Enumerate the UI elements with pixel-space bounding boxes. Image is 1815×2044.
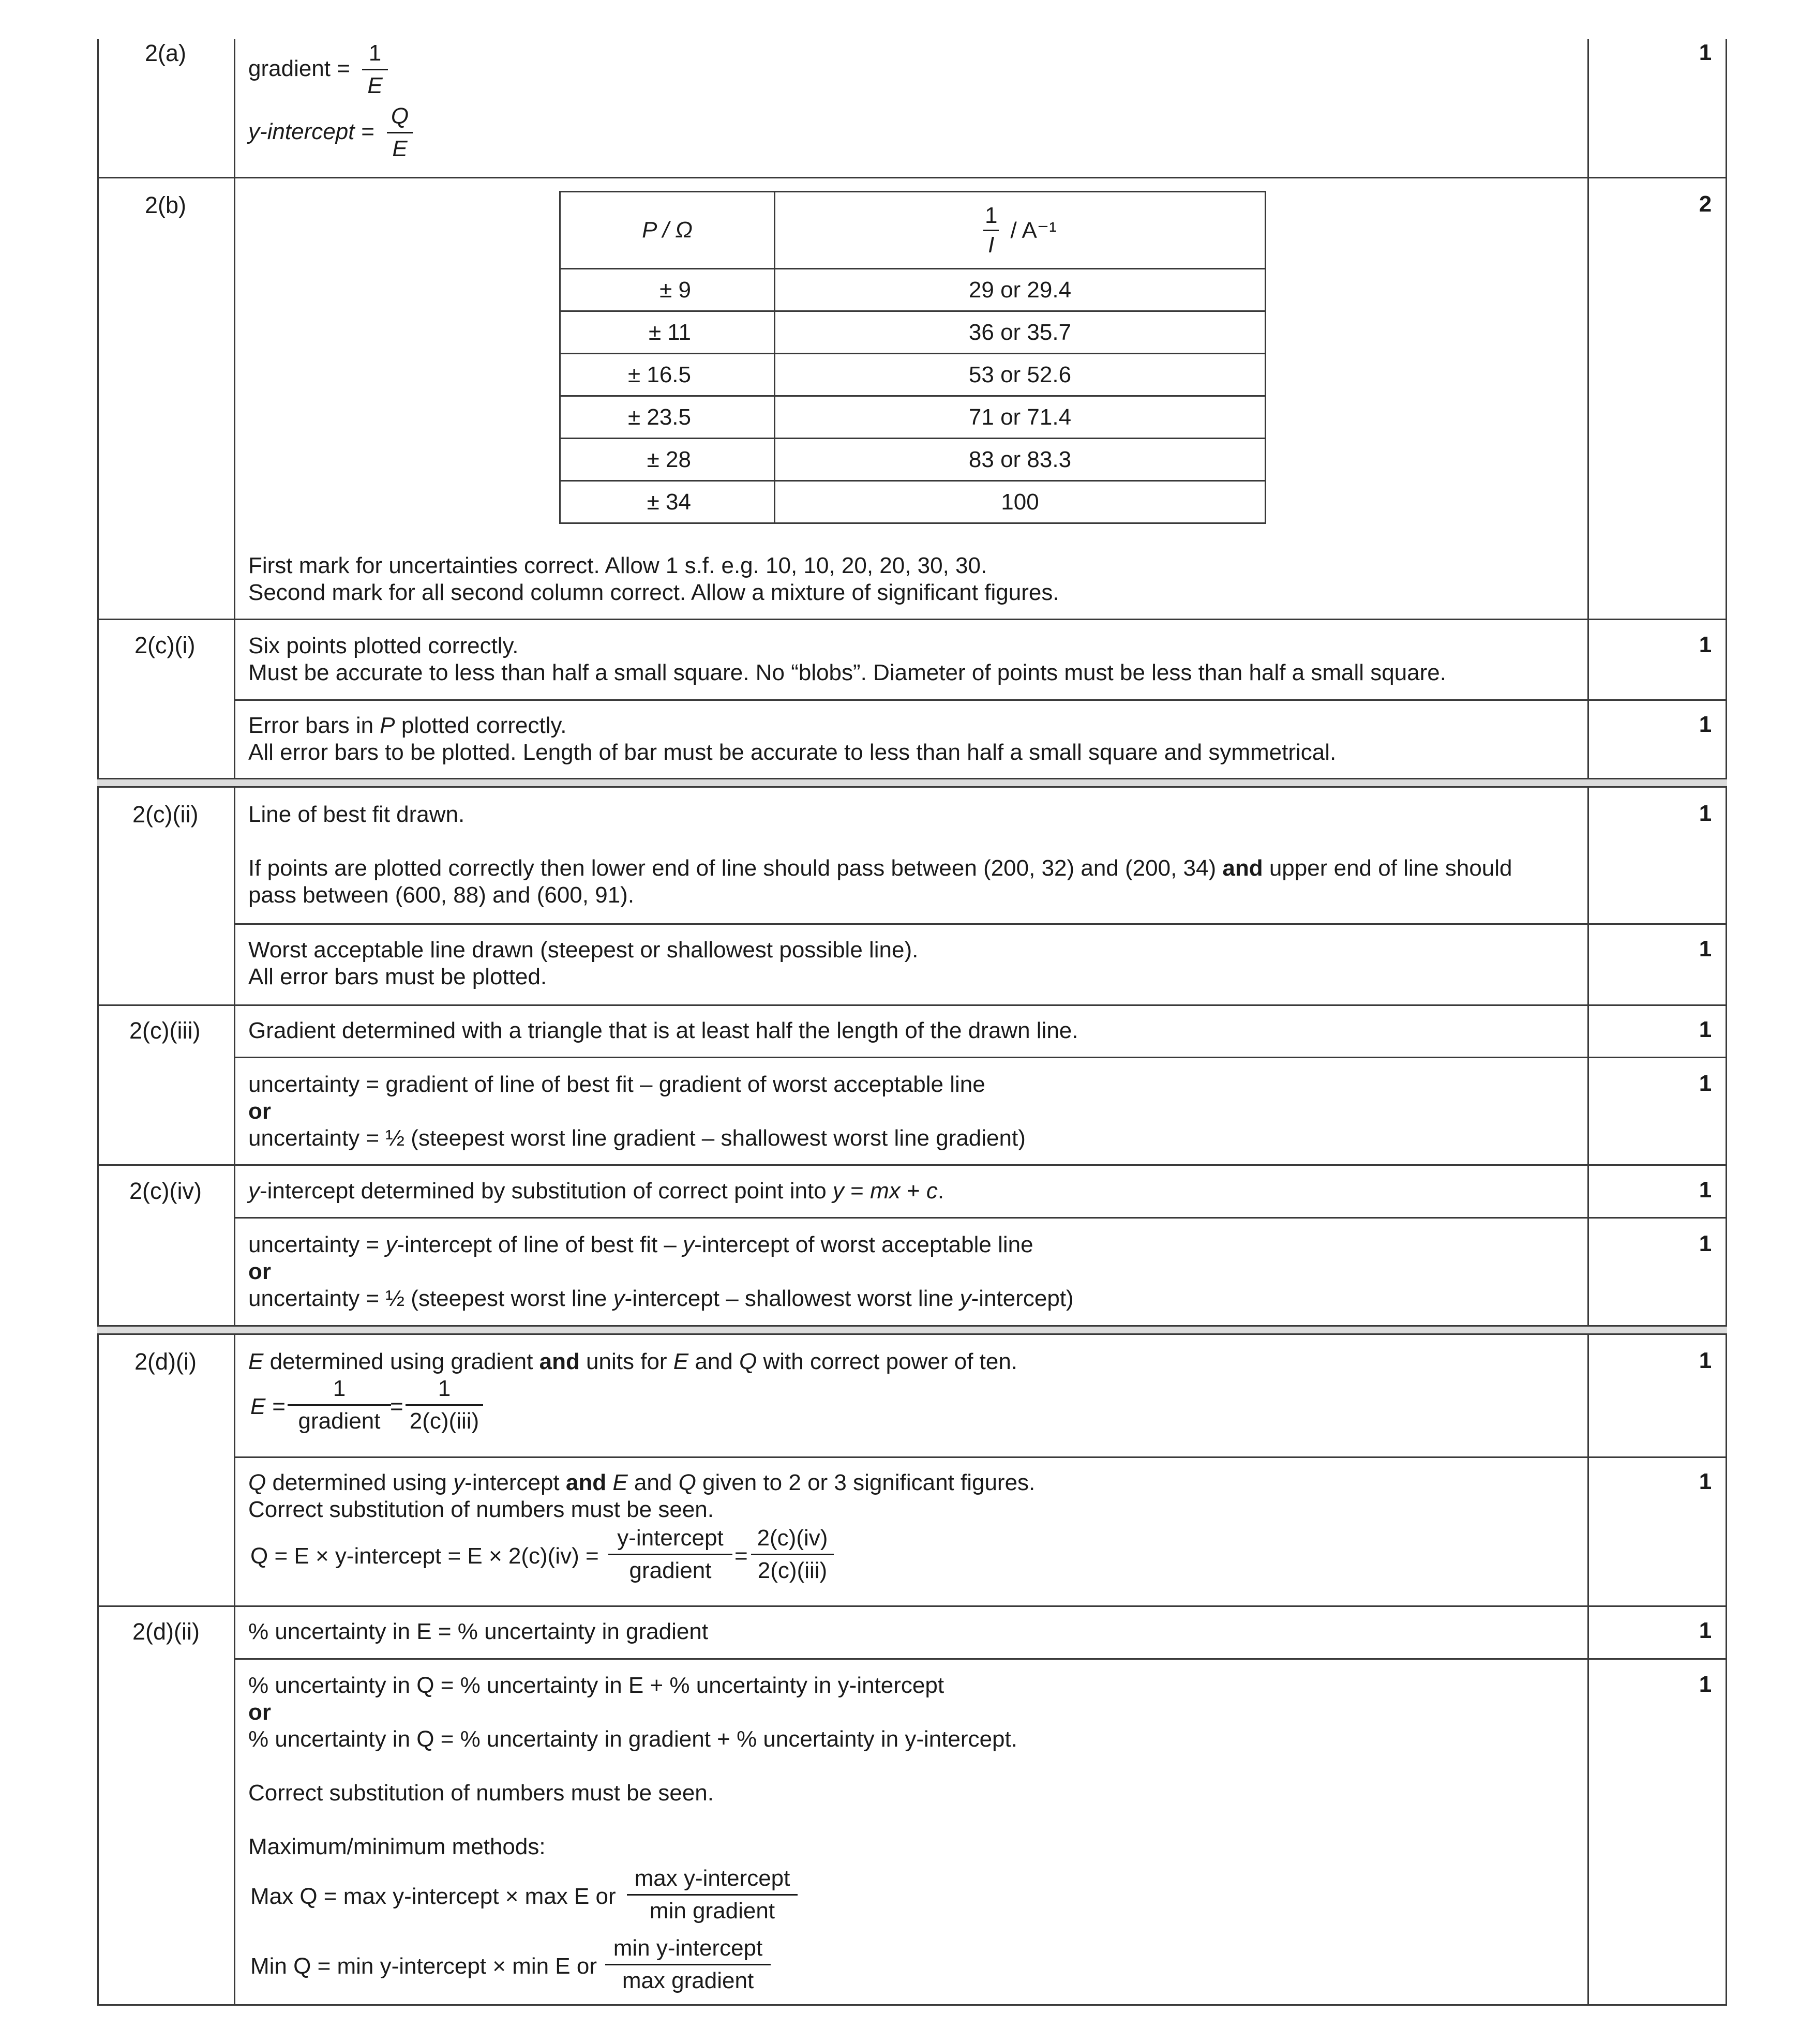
table-cell: 83 or 83.3 xyxy=(775,439,1266,481)
subrow-rule xyxy=(234,923,1727,925)
table-cell: ± 23.5 xyxy=(560,396,775,439)
marking-text: Must be accurate to less than half a small square. No “blobs”. Diameter of points must be less than half a small square. xyxy=(248,660,1446,685)
row-rule xyxy=(97,778,1727,779)
equation-lhs: E = xyxy=(250,1394,286,1419)
table-cell: ± 16.5 xyxy=(560,354,775,396)
marking-note: Second mark for all second column correct. Allow a mixture of significant figures. xyxy=(248,580,1059,605)
marking-text: % uncertainty in Q = % uncertainty in E + % uncertainty in y-intercept xyxy=(248,1673,944,1698)
mark-value: 1 xyxy=(1699,1618,1712,1643)
table-cell: ± 34 xyxy=(560,481,775,523)
fraction-numerator: Q xyxy=(391,103,409,129)
fraction-denominator: 2(c)(iii) xyxy=(757,1558,828,1583)
question-label: 2(b) xyxy=(145,192,187,218)
fraction-numerator: y-intercept xyxy=(617,1525,724,1551)
question-label: 2(c)(i) xyxy=(134,632,196,658)
table-cell: 53 or 52.6 xyxy=(775,354,1266,396)
row-rule xyxy=(97,2004,1727,2006)
intercept-fraction xyxy=(387,102,413,163)
table-cell: 100 xyxy=(775,481,1266,523)
equation-text: Min Q = min y-intercept × min E or xyxy=(250,1953,597,1979)
question-label: 2(d)(ii) xyxy=(132,1618,200,1645)
marking-text: Correct substitution of numbers must be seen. xyxy=(248,1780,714,1806)
marking-text: % uncertainty in E = % uncertainty in gradient xyxy=(248,1619,709,1644)
marking-text: All error bars to be plotted. Length of bar must be accurate to less than half a small square and symmetrical. xyxy=(248,740,1337,765)
marking-text: Error bars in P plotted correctly. xyxy=(248,713,567,738)
mark-value: 1 xyxy=(1699,1177,1712,1203)
row-rule xyxy=(97,619,1727,620)
table-border-right xyxy=(1726,39,1727,2005)
marking-text: or xyxy=(248,1259,271,1284)
row-rule xyxy=(97,1605,1727,1607)
fraction-numerator: min y-intercept xyxy=(613,1935,763,1961)
row-rule xyxy=(97,1325,1727,1327)
fraction-numerator: 1 xyxy=(368,40,382,66)
table-border-divider-1 xyxy=(234,39,235,2005)
mark-value: 1 xyxy=(1699,1017,1712,1042)
fraction-numerator: max y-intercept xyxy=(634,1866,790,1891)
table-border-divider-2 xyxy=(1587,39,1589,2005)
equation-fraction xyxy=(288,1375,391,1435)
mark-value: 1 xyxy=(1699,632,1712,657)
equation-fraction xyxy=(751,1524,834,1585)
table-header-inverse-i: $\frac{1}{I}$ / A⁻¹ xyxy=(775,192,1266,269)
mark-value: 1 xyxy=(1699,712,1712,737)
subrow-rule xyxy=(234,1456,1727,1458)
marking-text: Correct substitution of numbers must be seen. xyxy=(248,1497,714,1522)
table-cell: ± 28 xyxy=(560,439,775,481)
uncertainty-table xyxy=(559,191,1266,524)
marking-text: y-intercept determined by substitution of correct point into y = mx + c. xyxy=(248,1178,944,1204)
marking-text: Gradient determined with a triangle that is at least half the length of the drawn line. xyxy=(248,1018,1078,1043)
table-cell: ± 9 xyxy=(560,269,775,311)
marking-text: or xyxy=(248,1099,271,1124)
row-rule xyxy=(97,177,1727,178)
equation-text: Q = E × y-intercept = E × 2(c)(iv) = xyxy=(250,1543,599,1569)
row-rule xyxy=(97,1333,1727,1335)
gradient-fraction xyxy=(362,39,388,100)
mark-value: 1 xyxy=(1699,1231,1712,1256)
marking-text: Worst acceptable line drawn (steepest or shallowest possible line). xyxy=(248,937,919,963)
marking-text: Maximum/minimum methods: xyxy=(248,1834,546,1859)
fraction-denominator: E xyxy=(367,73,383,98)
fraction-numerator: 2(c)(iv) xyxy=(757,1525,828,1551)
question-label: 2(a) xyxy=(145,40,187,66)
marking-text: All error bars must be plotted. xyxy=(248,964,547,989)
marking-text: Line of best fit drawn. xyxy=(248,802,465,827)
intercept-prefix: y-intercept = xyxy=(248,119,374,144)
marking-text: Six points plotted correctly. xyxy=(248,633,519,658)
mark-value: 1 xyxy=(1699,1672,1712,1697)
table-cell: ± 11 xyxy=(560,311,775,354)
row-rule xyxy=(97,786,1727,788)
table-header-p: P / Ω xyxy=(560,192,775,269)
table-border-left xyxy=(97,39,99,2005)
fraction-bar xyxy=(288,1404,391,1406)
marking-text: E determined using gradient and units for E and Q with correct power of ten. xyxy=(248,1349,1018,1374)
fraction-denominator: gradient xyxy=(298,1408,381,1434)
marking-text: uncertainty = y-intercept of line of best fit – y-intercept of worst acceptable line xyxy=(248,1232,1033,1257)
fraction-denominator: 2(c)(iii) xyxy=(409,1408,479,1434)
fraction-numerator: 1 xyxy=(438,1376,451,1401)
mark-value: 1 xyxy=(1699,1071,1712,1096)
marking-text: uncertainty = ½ (steepest worst line gradient – shallowest worst line gradient) xyxy=(248,1125,1026,1151)
mark-value: 1 xyxy=(1699,801,1712,826)
fraction-denominator: gradient xyxy=(629,1558,712,1583)
subrow-rule xyxy=(234,699,1727,701)
fraction-denominator: max gradient xyxy=(622,1968,754,1993)
marking-note: First mark for uncertainties correct. Allow 1 s.f. e.g. 10, 10, 20, 20, 30, 30. xyxy=(248,553,987,578)
fraction-bar xyxy=(751,1554,834,1555)
question-label: 2(c)(iv) xyxy=(129,1178,202,1204)
mark-value: 1 xyxy=(1699,936,1712,961)
marking-text: % uncertainty in Q = % uncertainty in gradient + % uncertainty in y-intercept. xyxy=(248,1726,1017,1752)
fraction-bar xyxy=(387,132,413,133)
mark-value: 1 xyxy=(1699,40,1712,65)
subrow-rule xyxy=(234,1057,1727,1058)
question-label: 2(c)(iii) xyxy=(129,1017,201,1044)
equation-fraction xyxy=(608,1524,732,1585)
equation-operator: = xyxy=(734,1543,748,1569)
equation-operator: = xyxy=(390,1394,403,1419)
fraction-bar xyxy=(362,69,388,70)
fraction-denominator: min gradient xyxy=(649,1898,775,1923)
row-rule xyxy=(97,1164,1727,1166)
marking-text: or xyxy=(248,1700,271,1725)
equation-fraction xyxy=(605,1934,771,1995)
marking-text: pass between (600, 88) and (600, 91). xyxy=(248,882,635,908)
fraction-numerator: 1 xyxy=(333,1376,346,1401)
mark-value: 1 xyxy=(1699,1348,1712,1373)
fraction-bar xyxy=(406,1404,483,1406)
equation-text: Max Q = max y-intercept × max E or xyxy=(250,1884,616,1909)
equation-fraction xyxy=(627,1865,798,1925)
marking-text: uncertainty = gradient of line of best fit – gradient of worst acceptable line xyxy=(248,1072,985,1097)
table-cell: 36 or 35.7 xyxy=(775,311,1266,354)
question-label: 2(d)(i) xyxy=(134,1348,197,1375)
mark-value: 1 xyxy=(1699,1469,1712,1494)
fraction-bar xyxy=(608,1554,732,1555)
row-rule xyxy=(97,1004,1727,1006)
equation-fraction xyxy=(406,1375,483,1435)
marking-text: uncertainty = ½ (steepest worst line y-intercept – shallowest worst line y-intercept) xyxy=(248,1286,1074,1311)
marking-text: Q determined using y-intercept and E and Q given to 2 or 3 significant figures. xyxy=(248,1470,1036,1495)
question-label: 2(c)(ii) xyxy=(132,801,199,828)
marking-text: If points are plotted correctly then lower end of line should pass between (200, 32) and (200, 34) and upper end of line should xyxy=(248,855,1512,881)
fraction-bar xyxy=(627,1894,798,1896)
table-cell: 29 or 29.4 xyxy=(775,269,1266,311)
gradient-prefix: gradient = xyxy=(248,56,350,81)
table-cell: 71 or 71.4 xyxy=(775,396,1266,439)
mark-value: 2 xyxy=(1699,191,1712,217)
fraction-bar xyxy=(605,1964,771,1965)
fraction-denominator: E xyxy=(392,136,408,161)
subrow-rule xyxy=(234,1217,1727,1219)
subrow-rule xyxy=(234,1658,1727,1660)
